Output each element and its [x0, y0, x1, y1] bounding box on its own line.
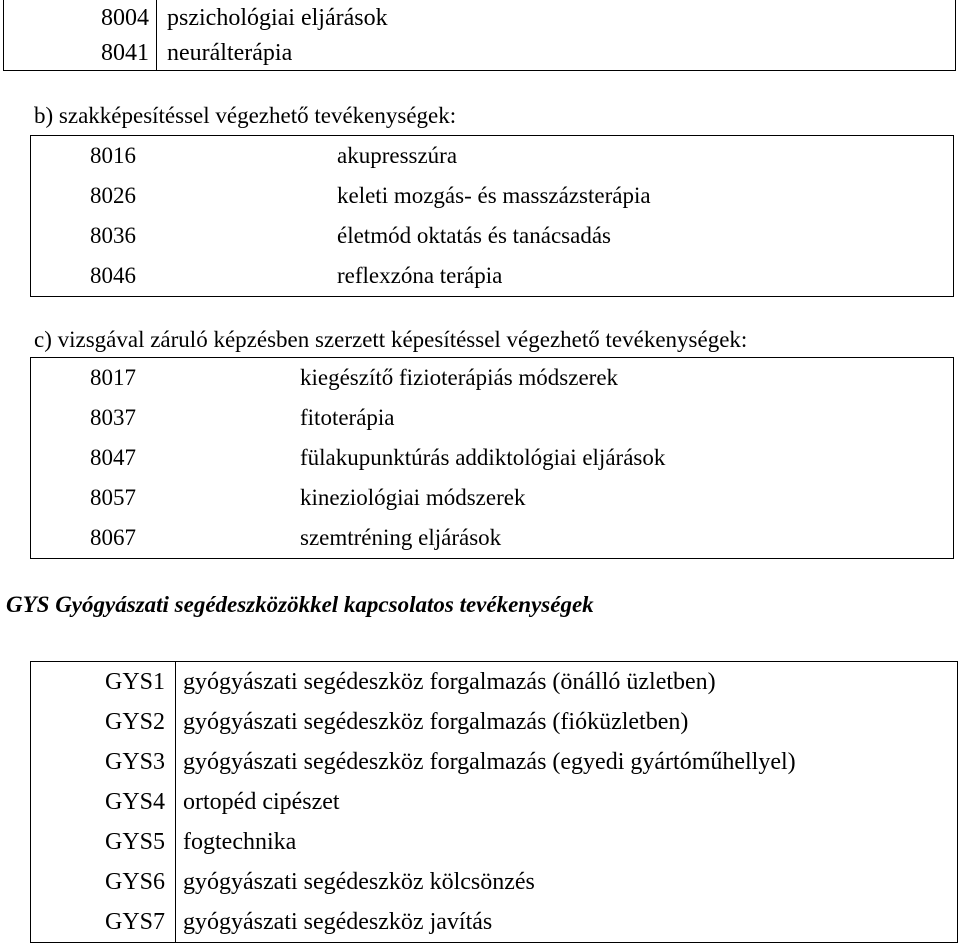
activity-name: fülakupunktúrás addiktológiai eljárások: [300, 445, 666, 470]
activity-name: gyógyászati segédeszköz forgalmazás (egyedi gyártóműhellyel): [183, 749, 796, 775]
activity-name: gyógyászati segédeszköz forgalmazás (fióküzletben): [183, 709, 689, 735]
section-c-table: [30, 357, 954, 559]
activity-code: 8067: [90, 525, 136, 550]
table-row: [31, 216, 954, 256]
activity-name: gyógyászati segédeszköz forgalmazás (önálló üzletben): [183, 669, 716, 695]
activity-name: gyógyászati segédeszköz kölcsönzés: [183, 869, 535, 895]
activity-code: 8026: [90, 183, 136, 208]
table-row: [4, 0, 956, 35]
activity-code: GYS1: [31, 662, 176, 703]
table-row: [31, 518, 954, 559]
table-row: [31, 662, 958, 703]
activity-code: GYS5: [31, 822, 176, 862]
activity-code: GYS3: [31, 742, 176, 782]
table-row: [31, 742, 958, 782]
activity-code: 8004: [4, 0, 157, 35]
activity-name: kiegészítő fizioterápiás módszerek: [300, 365, 619, 390]
section-c-heading: c) vizsgával záruló képzésben szerzett képesítéssel végezhető tevékenységek:: [34, 327, 748, 352]
activity-table-top: [3, 0, 956, 71]
table-row: [4, 35, 956, 71]
activity-name: keleti mozgás- és masszázsterápia: [337, 183, 651, 208]
activity-name: fitoterápia: [300, 405, 395, 430]
table-row: [31, 702, 958, 742]
activity-code: GYS6: [31, 862, 176, 902]
activity-code: 8037: [90, 405, 136, 430]
table-row: [31, 862, 958, 902]
activity-name: akupresszúra: [337, 143, 458, 168]
activity-code: 8041: [4, 35, 157, 71]
section-b-table: [30, 135, 954, 297]
table-row: [31, 358, 954, 399]
activity-name: fogtechnika: [183, 829, 297, 855]
activity-code: 8016: [90, 143, 136, 168]
activity-code: GYS4: [31, 782, 176, 822]
activity-name: neurálterápia: [167, 40, 293, 66]
activity-name: pszichológiai eljárások: [167, 5, 388, 31]
table-row: [31, 398, 954, 438]
activity-name: ortopéd cipészet: [183, 789, 340, 815]
activity-code: GYS2: [31, 702, 176, 742]
section-b-heading: b) szakképesítéssel végezhető tevékenységek:: [34, 103, 457, 128]
activity-code: 8047: [90, 445, 136, 470]
table-row: [31, 438, 954, 478]
table-row: [31, 782, 958, 822]
activity-code: 8017: [90, 365, 136, 390]
activity-name: életmód oktatás és tanácsadás: [337, 223, 611, 248]
table-row: [31, 136, 954, 177]
activity-name: szemtréning eljárások: [300, 525, 502, 550]
activity-code: 8046: [90, 263, 136, 288]
table-row: [31, 176, 954, 216]
activity-code: GYS7: [31, 902, 176, 943]
table-row: [31, 822, 958, 862]
activity-code: 8057: [90, 485, 136, 510]
activity-name: reflexzóna terápia: [337, 263, 503, 288]
activity-name: kineziológiai módszerek: [300, 485, 526, 510]
table-row: [31, 478, 954, 518]
gys-table: [30, 661, 958, 943]
table-row: [31, 902, 958, 943]
activity-code: 8036: [90, 223, 136, 248]
table-row: [31, 256, 954, 297]
activity-name: gyógyászati segédeszköz javítás: [183, 909, 493, 935]
gys-section-title: GYS Gyógyászati segédeszközökkel kapcsolatos tevékenységek: [6, 592, 594, 617]
